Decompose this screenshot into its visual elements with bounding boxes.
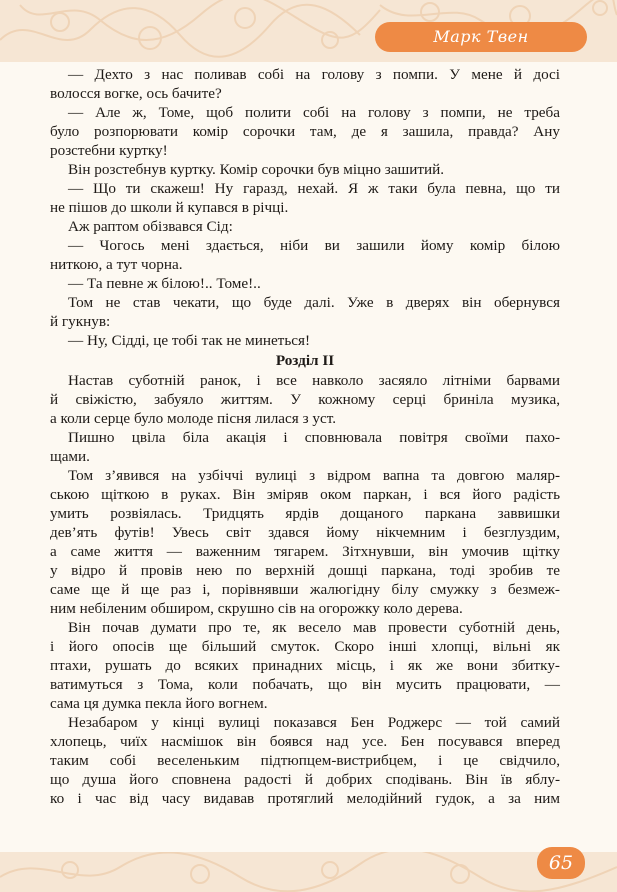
text-line: птахи, рушать до всяких принадних місць, і як же вони збитку- (50, 657, 560, 674)
text-line: а саме життя — важенним тягарем. Зітхнувши, він умочив щітку (50, 543, 560, 560)
text-line: було розпорювати комір сорочки там, де я зашила, правда? Ану (50, 123, 560, 140)
floral-ornament-icon (0, 852, 617, 892)
text-line: волосся вогке, ось бачите? (50, 85, 222, 102)
text-line: Настав суботній ранок, і все навколо засяяло літніми барвами (68, 372, 560, 389)
text-line: — Чогось мені здається, ніби ви зашили йому комір білою (68, 237, 560, 254)
section-heading: Розділ II (275, 352, 335, 369)
page-number (537, 847, 585, 879)
text-line: — Та певне ж білою!.. Томе!.. (68, 275, 261, 292)
text-line: сама ця думка пекла його вогнем. (50, 695, 268, 712)
text-line: таким собі веселеньким підтюпцем-вистрибцем, і це свідчило, (50, 752, 560, 769)
text-line: умить розвіялась. Тридцять ярдів дощаного паркана заввишки (50, 505, 560, 522)
body-text (50, 65, 560, 808)
text-line: — Але ж, Томе, щоб полити собі на голову з помпи, не треба (68, 104, 560, 121)
text-line: Пишно цвіла біла акація і сповнювала повітря своїми пахо- (68, 429, 560, 446)
text-line: ською щіткою в руках. Він зміряв оком паркан, і вся його радість (50, 486, 560, 503)
author-name: Марк Твен (433, 27, 529, 46)
text-line: Аж раптом обізвався Сід: (68, 218, 233, 235)
text-line: щами. (50, 448, 90, 465)
text-line: й свіжістю, забуяло життям. У кожному серці бриніла музика, (50, 391, 560, 408)
text-line: дев’ять футів! Увесь світ здався йому нікчемним і безглуздим, (50, 524, 560, 541)
text-line: ниткою, а тут чорна. (50, 256, 183, 273)
text-line: Незабаром у кінці вулиці показався Бен Роджерс — той самий (68, 714, 560, 731)
text-line: й гукнув: (50, 313, 111, 330)
text-line: не пішов до школи й купався в річці. (50, 199, 289, 216)
text-line: Він почав думати про те, як весело мав провести суботній день, (68, 619, 560, 636)
text-line: — Ну, Сідді, це тобі так не минеться! (68, 332, 311, 349)
text-line: ним небіленим обширом, скрушно сів на огорожку коло дерева. (50, 600, 463, 617)
text-line: — Дехто з нас поливав собі на голову з помпи. У мене й досі (68, 66, 560, 83)
text-line: Він розстебнув куртку. Комір сорочки був міцно зашитий. (68, 161, 445, 178)
text-line: хлопець, чиїх насмішок він боявся над усе. Бен посувався вперед (50, 733, 560, 750)
page-number-text: 65 (548, 852, 574, 874)
text-line: саме ще й ще раз і, порівнявши жалюгідну білу смужку з безмеж- (50, 581, 560, 598)
author-tab (375, 22, 587, 52)
text-line: Том з’явився на узбіччі вулиці з відром вапна та довгою маляр- (68, 467, 560, 484)
text-line: що душа його сповнена радості й добрих сподівань. Він їв яблу- (50, 771, 560, 788)
text-line: і його опосів ще більший смуток. Скоро інші хлопці, вільні як (50, 638, 560, 655)
text-line: — Що ти скажеш! Ну гаразд, нехай. Я ж таки була певна, що ти (68, 180, 560, 197)
text-line: у відро й провів нею по верхній дошці паркана, тоді зробив те (50, 562, 560, 579)
text-line: розстебни куртку! (50, 142, 168, 159)
text-line: Том не став чекати, що буде далі. Уже в дверях він обернувся (68, 294, 560, 311)
text-line: а коли серце було молоде пісня лилася з уст. (50, 410, 336, 427)
text-line: ко і час від часу видавав протяглий мелодійний гудок, а за ним (50, 790, 560, 807)
footer-ornament-band (0, 852, 617, 892)
text-line: ватимуться з Тома, коли побачать, що він мусить працювати, — (50, 676, 560, 693)
